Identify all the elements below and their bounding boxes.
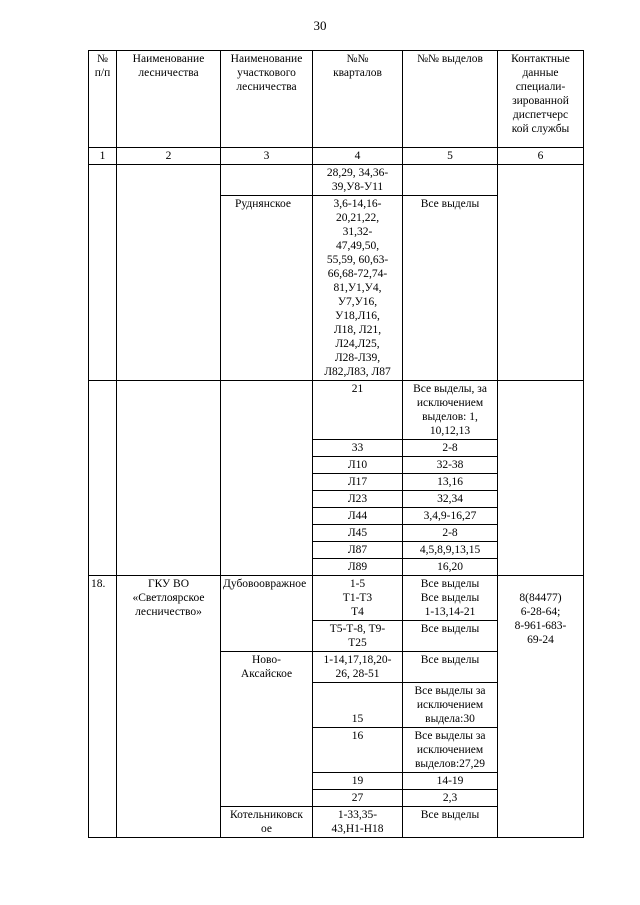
- col-number: 3: [221, 148, 313, 165]
- cell-quarters: 19: [313, 773, 403, 790]
- cell-num: [89, 381, 117, 576]
- cell-district: [221, 381, 313, 576]
- cell-sections: Все выделы за исключением выдела:30: [403, 683, 498, 728]
- header-row: [89, 51, 584, 148]
- cell-sections: Все выделы, за исключением выделов: 1, 10,12,13: [403, 381, 498, 440]
- cell-sections: Все выделы: [403, 652, 498, 683]
- header-forestry: Наименование лесничества: [117, 51, 221, 148]
- cell-district: Дубовоовражное: [221, 576, 313, 652]
- table-row: [89, 576, 584, 621]
- cell-quarters: 3,6-14,16- 20,21,22, 31,32- 47,49,50, 55,59, 60,63- 66,68-72,74- 81,У1,У4, У7,У16, У18,Л16, Л18, Л21, Л24,Л25, Л28-Л39, Л82,Л83, Л87: [313, 196, 403, 381]
- cell-sections: Все выделы Все выделы 1-13,14-21: [403, 576, 498, 621]
- cell-sections: 32,34: [403, 491, 498, 508]
- cell-quarters: Л44: [313, 508, 403, 525]
- cell-sections: 2-8: [403, 525, 498, 542]
- cell-sections: 4,5,8,9,13,15: [403, 542, 498, 559]
- header-sections: №№ выделов: [403, 51, 498, 148]
- cell-quarters: 15: [313, 683, 403, 728]
- col-number: 2: [117, 148, 221, 165]
- table-row: [89, 381, 584, 440]
- cell-quarters: 16: [313, 728, 403, 773]
- cell-sections: 2,3: [403, 790, 498, 807]
- header-district: Наименование участкового лесничества: [221, 51, 313, 148]
- cell-quarters: Л23: [313, 491, 403, 508]
- cell-quarters: Л17: [313, 474, 403, 491]
- cell-quarters: Т5-Т-8, Т9- Т25: [313, 621, 403, 652]
- cell-contacts: [498, 165, 584, 381]
- header-num: № п/п: [89, 51, 117, 148]
- column-number-row: [89, 148, 584, 165]
- cell-quarters: 21: [313, 381, 403, 440]
- cell-quarters: 28,29, 34,36- 39,У8-У11: [313, 165, 403, 196]
- cell-contacts: [498, 381, 584, 576]
- cell-sections: Все выделы: [403, 621, 498, 652]
- table-row: [89, 165, 584, 196]
- cell-quarters: 27: [313, 790, 403, 807]
- cell-forestry: ГКУ ВО «Светлоярское лесничество»: [117, 576, 221, 838]
- cell-quarters: 1-33,35- 43,Н1-Н18: [313, 807, 403, 838]
- header-quarters: №№ кварталов: [313, 51, 403, 148]
- cell-sections: 14-19: [403, 773, 498, 790]
- cell-sections: 13,16: [403, 474, 498, 491]
- cell-quarters: Л87: [313, 542, 403, 559]
- cell-quarters: 1-5 Т1-Т3 Т4: [313, 576, 403, 621]
- cell-quarters: Л89: [313, 559, 403, 576]
- cell-sections: Все выделы: [403, 196, 498, 381]
- cell-sections: Все выделы: [403, 807, 498, 838]
- col-number: 5: [403, 148, 498, 165]
- cell-sections: 16,20: [403, 559, 498, 576]
- cell-sections: 2-8: [403, 440, 498, 457]
- col-number: 6: [498, 148, 584, 165]
- cell-district: Руднянское: [221, 196, 313, 381]
- cell-quarters: Л10: [313, 457, 403, 474]
- forestry-table: [88, 50, 584, 838]
- cell-district: [221, 165, 313, 196]
- cell-forestry: [117, 381, 221, 576]
- header-contacts: Контактные данные специали- зированной диспетчерс кой службы: [498, 51, 584, 148]
- cell-sections: [403, 165, 498, 196]
- cell-num: [89, 165, 117, 381]
- cell-sections: 3,4,9-16,27: [403, 508, 498, 525]
- cell-sections: 32-38: [403, 457, 498, 474]
- cell-num: 18.: [89, 576, 117, 838]
- cell-district: Котельниковск ое: [221, 807, 313, 838]
- cell-district: Ново- Аксайское: [221, 652, 313, 807]
- page-number: 30: [313, 18, 327, 33]
- cell-contacts: 8(84477) 6-28-64; 8-961-683- 69-24: [498, 576, 584, 838]
- cell-quarters: 1-14,17,18,20- 26, 28-51: [313, 652, 403, 683]
- cell-sections: Все выделы за исключением выделов:27,29: [403, 728, 498, 773]
- cell-quarters: 33: [313, 440, 403, 457]
- col-number: 1: [89, 148, 117, 165]
- cell-forestry: [117, 165, 221, 381]
- col-number: 4: [313, 148, 403, 165]
- cell-quarters: Л45: [313, 525, 403, 542]
